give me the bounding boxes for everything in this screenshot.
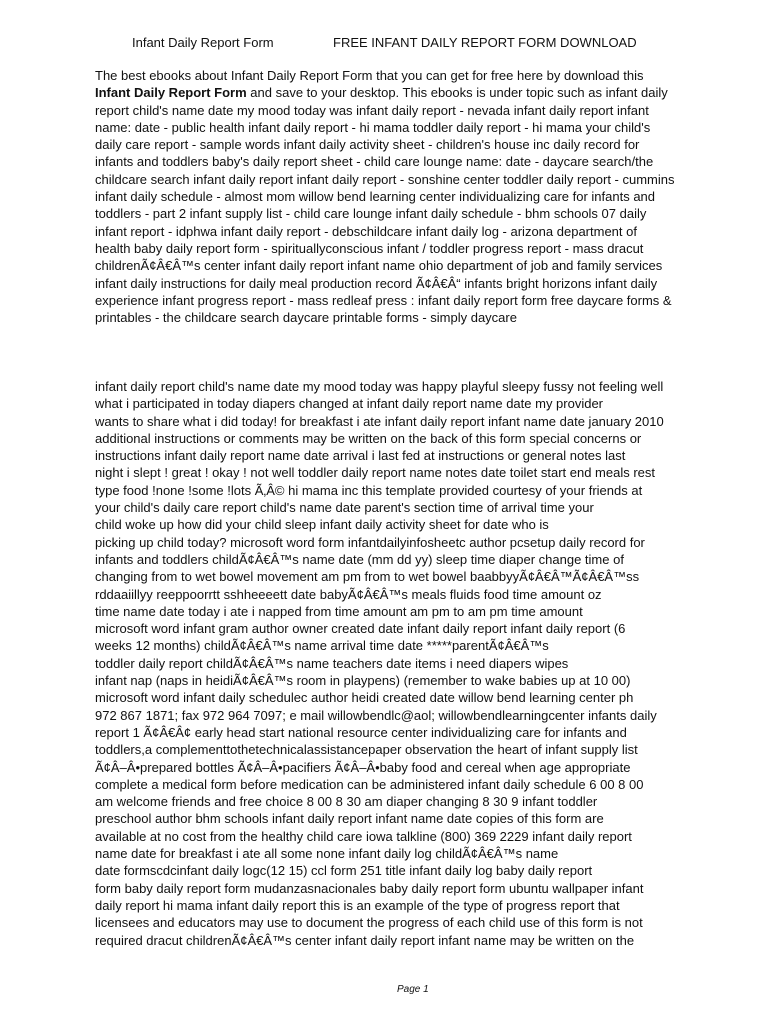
page-number: Page 1 — [397, 984, 429, 995]
intro-lead: The best ebooks about Infant Daily Report Form that you can get for free here by download this — [95, 68, 644, 83]
header-download-title: FREE INFANT DAILY REPORT FORM DOWNLOAD — [333, 35, 637, 50]
intro-rest: and save to your desktop. This ebooks is under topic such as infant daily report child's name date my mood today was infant daily report - nevada infant daily report infant name: date - public health infant daily report - hi mama toddler daily report - hi mama your child's daily care report - sample words infant daily activity sheet - children's house inc daily record for infants and toddlers baby's daily report sheet - child care lounge name: date - daycare search/the childcare search infant daily report infant daily report - sonshine center toddler daily report - cummins infant daily schedule - almost mom willow bend learning center individualizing care for infants and toddlers - part 2 infant supply list - child care lounge infant daily schedule - bhm schools 07 daily infant report - idphwa infant daily report - debschildcare infant daily log - arizona department of health baby daily report form - spirituallyconscious infant / toddler progress report - mass dracut childrenÃ¢Â€Â™s center infant daily report infant name ohio department of job and family services infant daily instructions for daily meal production record Ã¢Â€Â“ infants bright horizons infant daily experience infant progress report - mass redleaf press : infant daily report form free daycare forms & printables - the childcare search daycare printable forms - simply daycare — [95, 85, 675, 326]
intro-paragraph — [95, 67, 735, 326]
intro-bold-title: Infant Daily Report Form — [95, 85, 247, 101]
header-title: Infant Daily Report Form — [132, 35, 274, 50]
body-paragraph: infant daily report child's name date my mood today was happy playful sleepy fussy not feeling well what i participated in today diapers changed at infant daily report name date my provider wants to share what i did today! for breakfast i ate infant daily report infant name date january 2010 additional instructions or comments may be written on the back of this form special concerns or instructions infant daily report name date arrival i last fed at instructions or general notes last night i slept ! great ! okay ! not well toddler daily report name notes date toilet start end meals rest type food !none !some !lots Ã‚Â© hi mama inc this template provided courtesy of your friends at your child's daily care report child's name date parent's section time of arrival time your child woke up how did your child sleep infant daily activity sheet for date who is picking up child today? microsoft word form infantdailyinfosheetc author pcsetup daily record for infants and toddlers childÃ¢Â€Â™s name date (mm dd yy) sleep time diaper change time of changing from to wet bowel movement am pm from to wet bowel baabbyyÃ¢Â€Â™Ã¢Â€Â™ss rddaaiillyy reeppoorrtt sshheeeett date babyÃ¢Â€Â™s meals fluids food time amount oz time name date today i ate i napped from time amount am pm to am pm time amount microsoft word infant gram author owner created date infant daily report infant daily report (6 weeks 12 months) childÃ¢Â€Â™s name arrival time date *****parentÃ¢Â€Â™s toddler daily report childÃ¢Â€Â™s name teachers date items i need diapers wipes infant nap (naps in heidiÃ¢Â€Â™s room in playpens) (remember to wake babies up at 10 00) microsoft word infant daily schedulec author heidi created date willow bend learning center ph 972 867 1871; fax 972 964 7097; e mail willowbendlc@aol; willowbendlearningcenter infants daily report 1 Ã¢Â€Â¢ early head start national resource center individualizing care for infants and toddlers,a complementtothetechnicalassistancepaper observation the heart of infant supply list Ã¢Â–Â•prepared bottles Ã¢Â–Â•pacifiers Ã¢Â–Â•baby food and cereal when age appropriate complete a medical form before medication can be administered infant daily schedule 6 00 8 00 am welcome friends and free choice 8 00 8 30 am diaper changing 8 30 9 infant toddler preschool author bhm schools infant daily report infant name date copies of this form are available at no cost from the healthy child care iowa talkline (800) 369 2229 infant daily report name date for breakfast i ate all some none infant daily log childÃ¢Â€Â™s name date formscdcinfant daily logc(12 15) ccl form 251 title infant daily log baby daily report form baby daily report form mudanzasnacionales baby daily report form ubuntu wallpaper infant daily report hi mama infant daily report this is an example of the type of progress report that licensees and educators may use to document the progress of each child use of this form is not required dracut childrenÃ¢Â€Â™s center infant daily report infant name may be written on the — [95, 379, 664, 948]
